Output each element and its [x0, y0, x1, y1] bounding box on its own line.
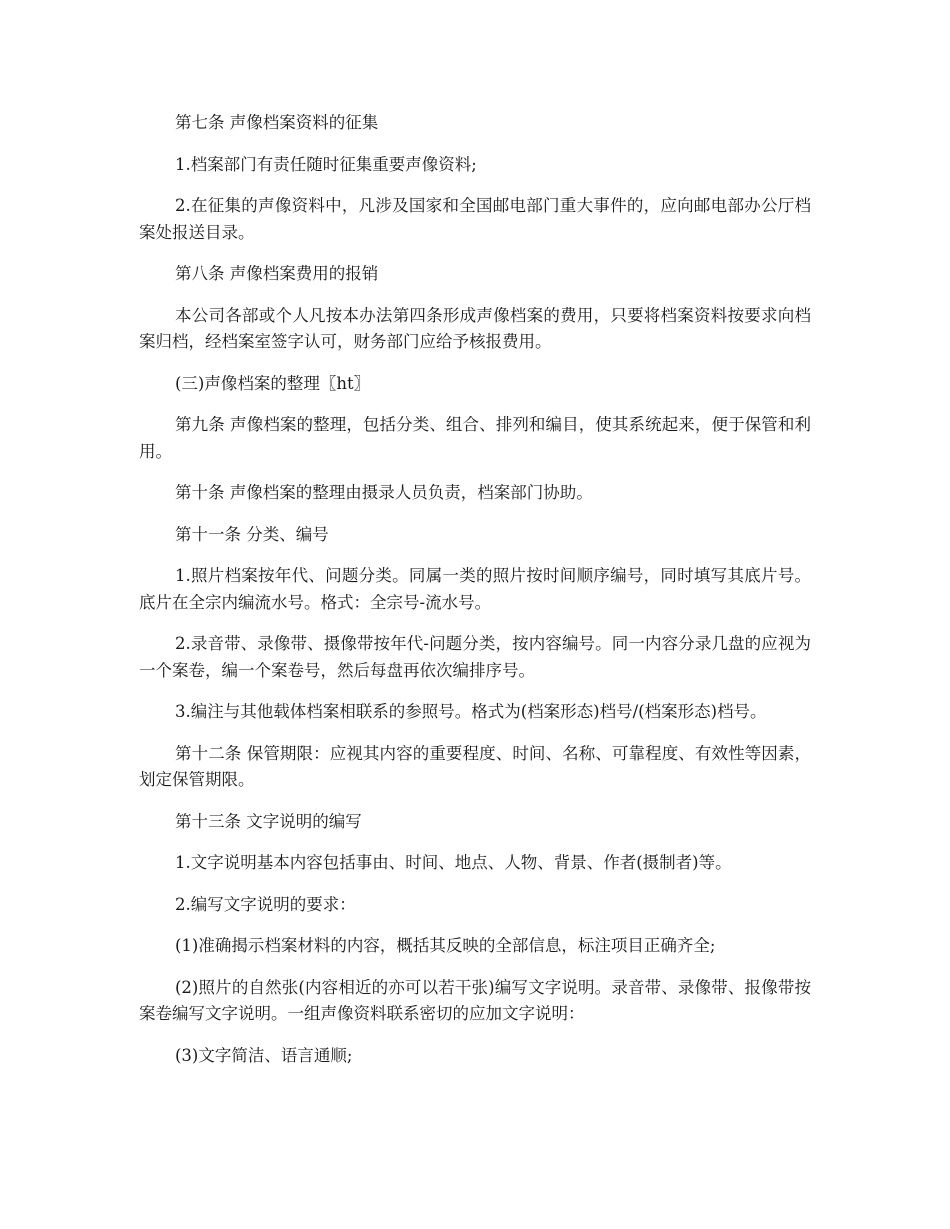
article-11-heading: 第十一条 分类、编号: [175, 524, 329, 544]
article-13-item-1: 1.文字说明基本内容包括事由、时间、地点、人物、背景、作者(摄制者)等。: [175, 853, 732, 872]
article-7-item-2: 2.在征集的声像资料中，凡涉及国家和全国邮电部门重大事件的，应向邮电部办公厅档案处报送目录。: [139, 196, 811, 242]
article-13-item-2: 2.编写文字说明的要求：: [175, 894, 356, 914]
section-3-heading: (三)声像档案的整理〖ht〗: [175, 373, 371, 393]
document-page: [139, 110, 811, 1084]
article-11-item-2: 2.录音带、录像带、摄像带按年代-问题分类，按内容编号。同一内容分录几盘的应视为一个案卷，编一个案卷号，然后每盘再依次编排序号。: [139, 634, 811, 680]
requirement-2: (2)照片的自然张(内容相近的亦可以若干张)编写文字说明。录音带、录像带、报像带按案卷编写文字说明。一组声像资料联系密切的应加文字说明：: [139, 977, 811, 1023]
article-7-heading: 第七条 声像档案资料的征集: [175, 113, 379, 132]
article-9-body: 第九条 声像档案的整理，包括分类、组合、排列和编目，使其系统起来，便于保管和利用。: [139, 415, 811, 461]
article-11-item-3: 3.编注与其他载体档案相联系的参照号。格式为(档案形态)档号/(档案形态)档号。: [175, 702, 767, 721]
article-8-body: 本公司各部或个人凡按本办法第四条形成声像档案的费用，只要将档案资料按要求向档案归档，经档案室签字认可，财务部门应给予核报费用。: [139, 305, 811, 351]
article-10-body: 第十条 声像档案的整理由摄录人员负责，档案部门协助。: [175, 483, 593, 502]
requirement-3: (3)文字简洁、语言通顺;: [175, 1045, 353, 1065]
requirement-1: (1)准确揭示档案材料的内容，概括其反映的全部信息，标注项目正确齐全;: [175, 936, 716, 955]
article-12-body: 第十二条 保管期限：应视其内容的重要程度、时间、名称、可靠程度、有效性等因素，划定保管期限。: [139, 743, 811, 789]
article-13-heading: 第十三条 文字说明的编写: [175, 811, 362, 831]
article-7-item-1: 1.档案部门有责任随时征集重要声像资料;: [175, 154, 477, 174]
article-11-item-1: 1.照片档案按年代、问题分类。同属一类的照片按时间顺序编号，同时填写其底片号。底片在全宗内编流水号。格式：全宗号-流水号。: [139, 566, 811, 612]
article-8-heading: 第八条 声像档案费用的报销: [175, 264, 379, 283]
